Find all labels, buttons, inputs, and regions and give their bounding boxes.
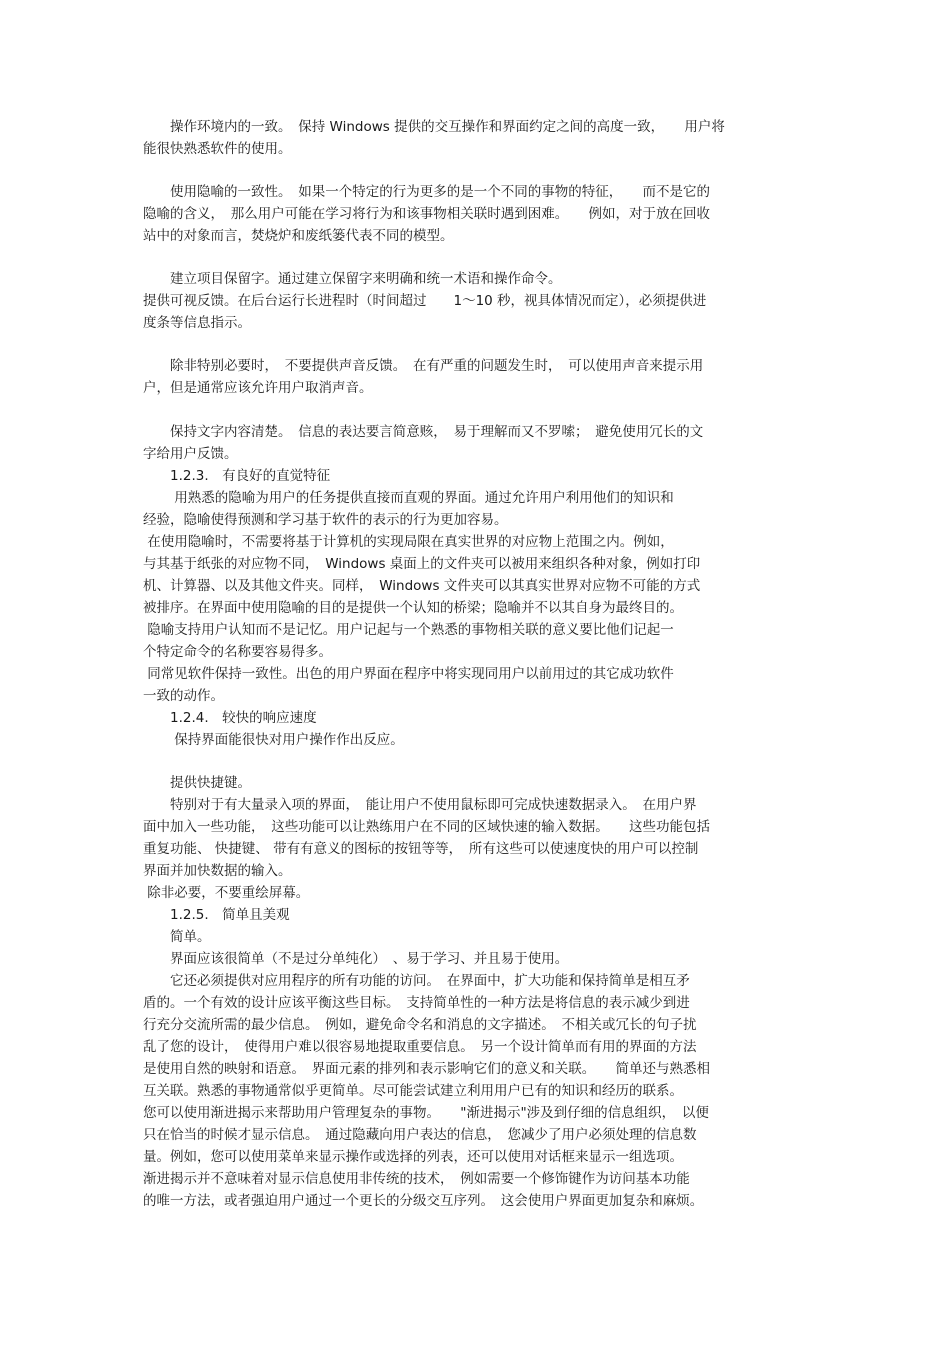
- paragraph-line: 量。例如，您可以使用菜单来显示操作或选择的列表，还可以使用对话框来显示一组选项。: [143, 1149, 683, 1165]
- paragraph-line: 简单。: [143, 929, 211, 945]
- paragraph-line: 建立项目保留字。通过建立保留字来明确和统一术语和操作命令。: [143, 271, 562, 287]
- paragraph-line: 操作环境内的一致。 保持 Windows 提供的交互操作和界面约定之间的高度一致， 用户将: [143, 119, 725, 135]
- paragraph-line: 在使用隐喻时，不需要将基于计算机的实现局限在真实世界的对应物上范围之内。例如，: [143, 534, 674, 550]
- paragraph-line: 行充分交流所需的最少信息。 例如，避免命令名和消息的文字描述。 不相关或冗长的句子扰: [143, 1017, 697, 1033]
- paragraph-line: 能很快熟悉软件的使用。: [143, 141, 292, 157]
- paragraph-line: 互关联。熟悉的事物通常似乎更简单。尽可能尝试建立利用用户已有的知识和经历的联系。: [143, 1083, 683, 1099]
- section-heading-1-2-3: 1.2.3. 有良好的直觉特征: [143, 468, 331, 484]
- paragraph-line: 面中加入一些功能， 这些功能可以让熟练用户在不同的区域快速的输入数据。 这些功能包括: [143, 819, 710, 835]
- paragraph-line: 是使用自然的映射和语意。 界面元素的排列和表示影响它们的意义和关联。 简单还与熟悉相: [143, 1061, 710, 1077]
- paragraph-line: 字给用户反馈。: [143, 446, 238, 462]
- paragraph-line: 一致的动作。: [143, 688, 224, 704]
- paragraph-line: 被排序。在界面中使用隐喻的目的是提供一个认知的桥梁；隐喻并不以其自身为最终目的。: [143, 600, 683, 616]
- paragraph-line: 保持文字内容清楚。 信息的表达要言简意赅， 易于理解而又不罗嗦； 避免使用冗长的文: [143, 424, 704, 440]
- paragraph-line: 您可以使用渐进揭示来帮助用户管理复杂的事物。 "渐进揭示"涉及到仔细的信息组织， 以便: [143, 1105, 709, 1121]
- section-heading-1-2-5: 1.2.5. 简单且美观: [143, 907, 290, 923]
- paragraph-line: 经验，隐喻使得预测和学习基于软件的表示的行为更加容易。: [143, 512, 508, 528]
- paragraph-line: 与其基于纸张的对应物不同， Windows 桌面上的文件夹可以被用来组织各种对象，例如打印: [143, 556, 701, 572]
- paragraph-line: 重复功能、 快捷键、 带有有意义的图标的按钮等等， 所有这些可以使速度快的用户可以控制: [143, 841, 699, 857]
- paragraph-line: 户，但是通常应该允许用户取消声音。: [143, 380, 373, 396]
- paragraph-line: 的唯一方法，或者强迫用户通过一个更长的分级交互序列。 这会使用户界面更加复杂和麻烦。: [143, 1193, 704, 1209]
- paragraph-line: 使用隐喻的一致性。 如果一个特定的行为更多的是一个不同的事物的特征， 而不是它的: [143, 184, 710, 200]
- paragraph-line: 度条等信息指示。: [143, 315, 251, 331]
- paragraph-line: 盾的。一个有效的设计应该平衡这些目标。 支持简单性的一种方法是将信息的表示减少到进: [143, 995, 690, 1011]
- paragraph-line: 界面并加快数据的输入。: [143, 863, 292, 879]
- paragraph-line: 界面应该很简单（不是过分单纯化） 、易于学习、并且易于使用。: [143, 951, 569, 967]
- paragraph-line: 除非特别必要时， 不要提供声音反馈。 在有严重的问题发生时， 可以使用声音来提示用: [143, 358, 704, 374]
- paragraph-line: 特别对于有大量录入项的界面， 能让用户不使用鼠标即可完成快速数据录入。 在用户界: [143, 797, 697, 813]
- paragraph-line: 只在恰当的时候才显示信息。 通过隐藏向用户表达的信息， 您减少了用户必须处理的信息数: [143, 1127, 697, 1143]
- paragraph-line: 渐进揭示并不意味着对显示信息使用非传统的技术， 例如需要一个修饰键作为访问基本功能: [143, 1171, 690, 1187]
- paragraph-line: 它还必须提供对应用程序的所有功能的访问。 在界面中，扩大功能和保持简单是相互矛: [143, 973, 690, 989]
- paragraph-line: 提供可视反馈。在后台运行长进程时（时间超过 1～10 秒，视具体情况而定），必须提供进: [143, 293, 707, 309]
- paragraph-line: 隐喻支持用户认知而不是记忆。用户记起与一个熟悉的事物相关联的意义要比他们记起一: [143, 622, 674, 638]
- paragraph-line: 除非必要，不要重绘屏幕。: [143, 885, 310, 901]
- paragraph-line: 站中的对象而言，焚烧炉和废纸篓代表不同的模型。: [143, 228, 454, 244]
- paragraph-line: 用熟悉的隐喻为用户的任务提供直接而直观的界面。通过允许用户利用他们的知识和: [143, 490, 674, 506]
- paragraph-line: 个特定命令的名称要容易得多。: [143, 644, 332, 660]
- paragraph-line: 保持界面能很快对用户操作作出反应。: [143, 732, 404, 748]
- paragraph-line: 隐喻的含义， 那么用户可能在学习将行为和该事物相关联时遇到困难。 例如，对于放在回收: [143, 206, 710, 222]
- paragraph-line: 提供快捷键。: [143, 775, 251, 791]
- paragraph-line: 机、计算器、以及其他文件夹。同样， Windows 文件夹可以其真实世界对应物不可能的方式: [143, 578, 701, 594]
- section-heading-1-2-4: 1.2.4. 较快的响应速度: [143, 710, 317, 726]
- paragraph-line: 乱了您的设计， 使得用户难以很容易地提取重要信息。 另一个设计简单而有用的界面的方法: [143, 1039, 697, 1055]
- paragraph-line: 同常见软件保持一致性。出色的用户界面在程序中将实现同用户以前用过的其它成功软件: [143, 666, 674, 682]
